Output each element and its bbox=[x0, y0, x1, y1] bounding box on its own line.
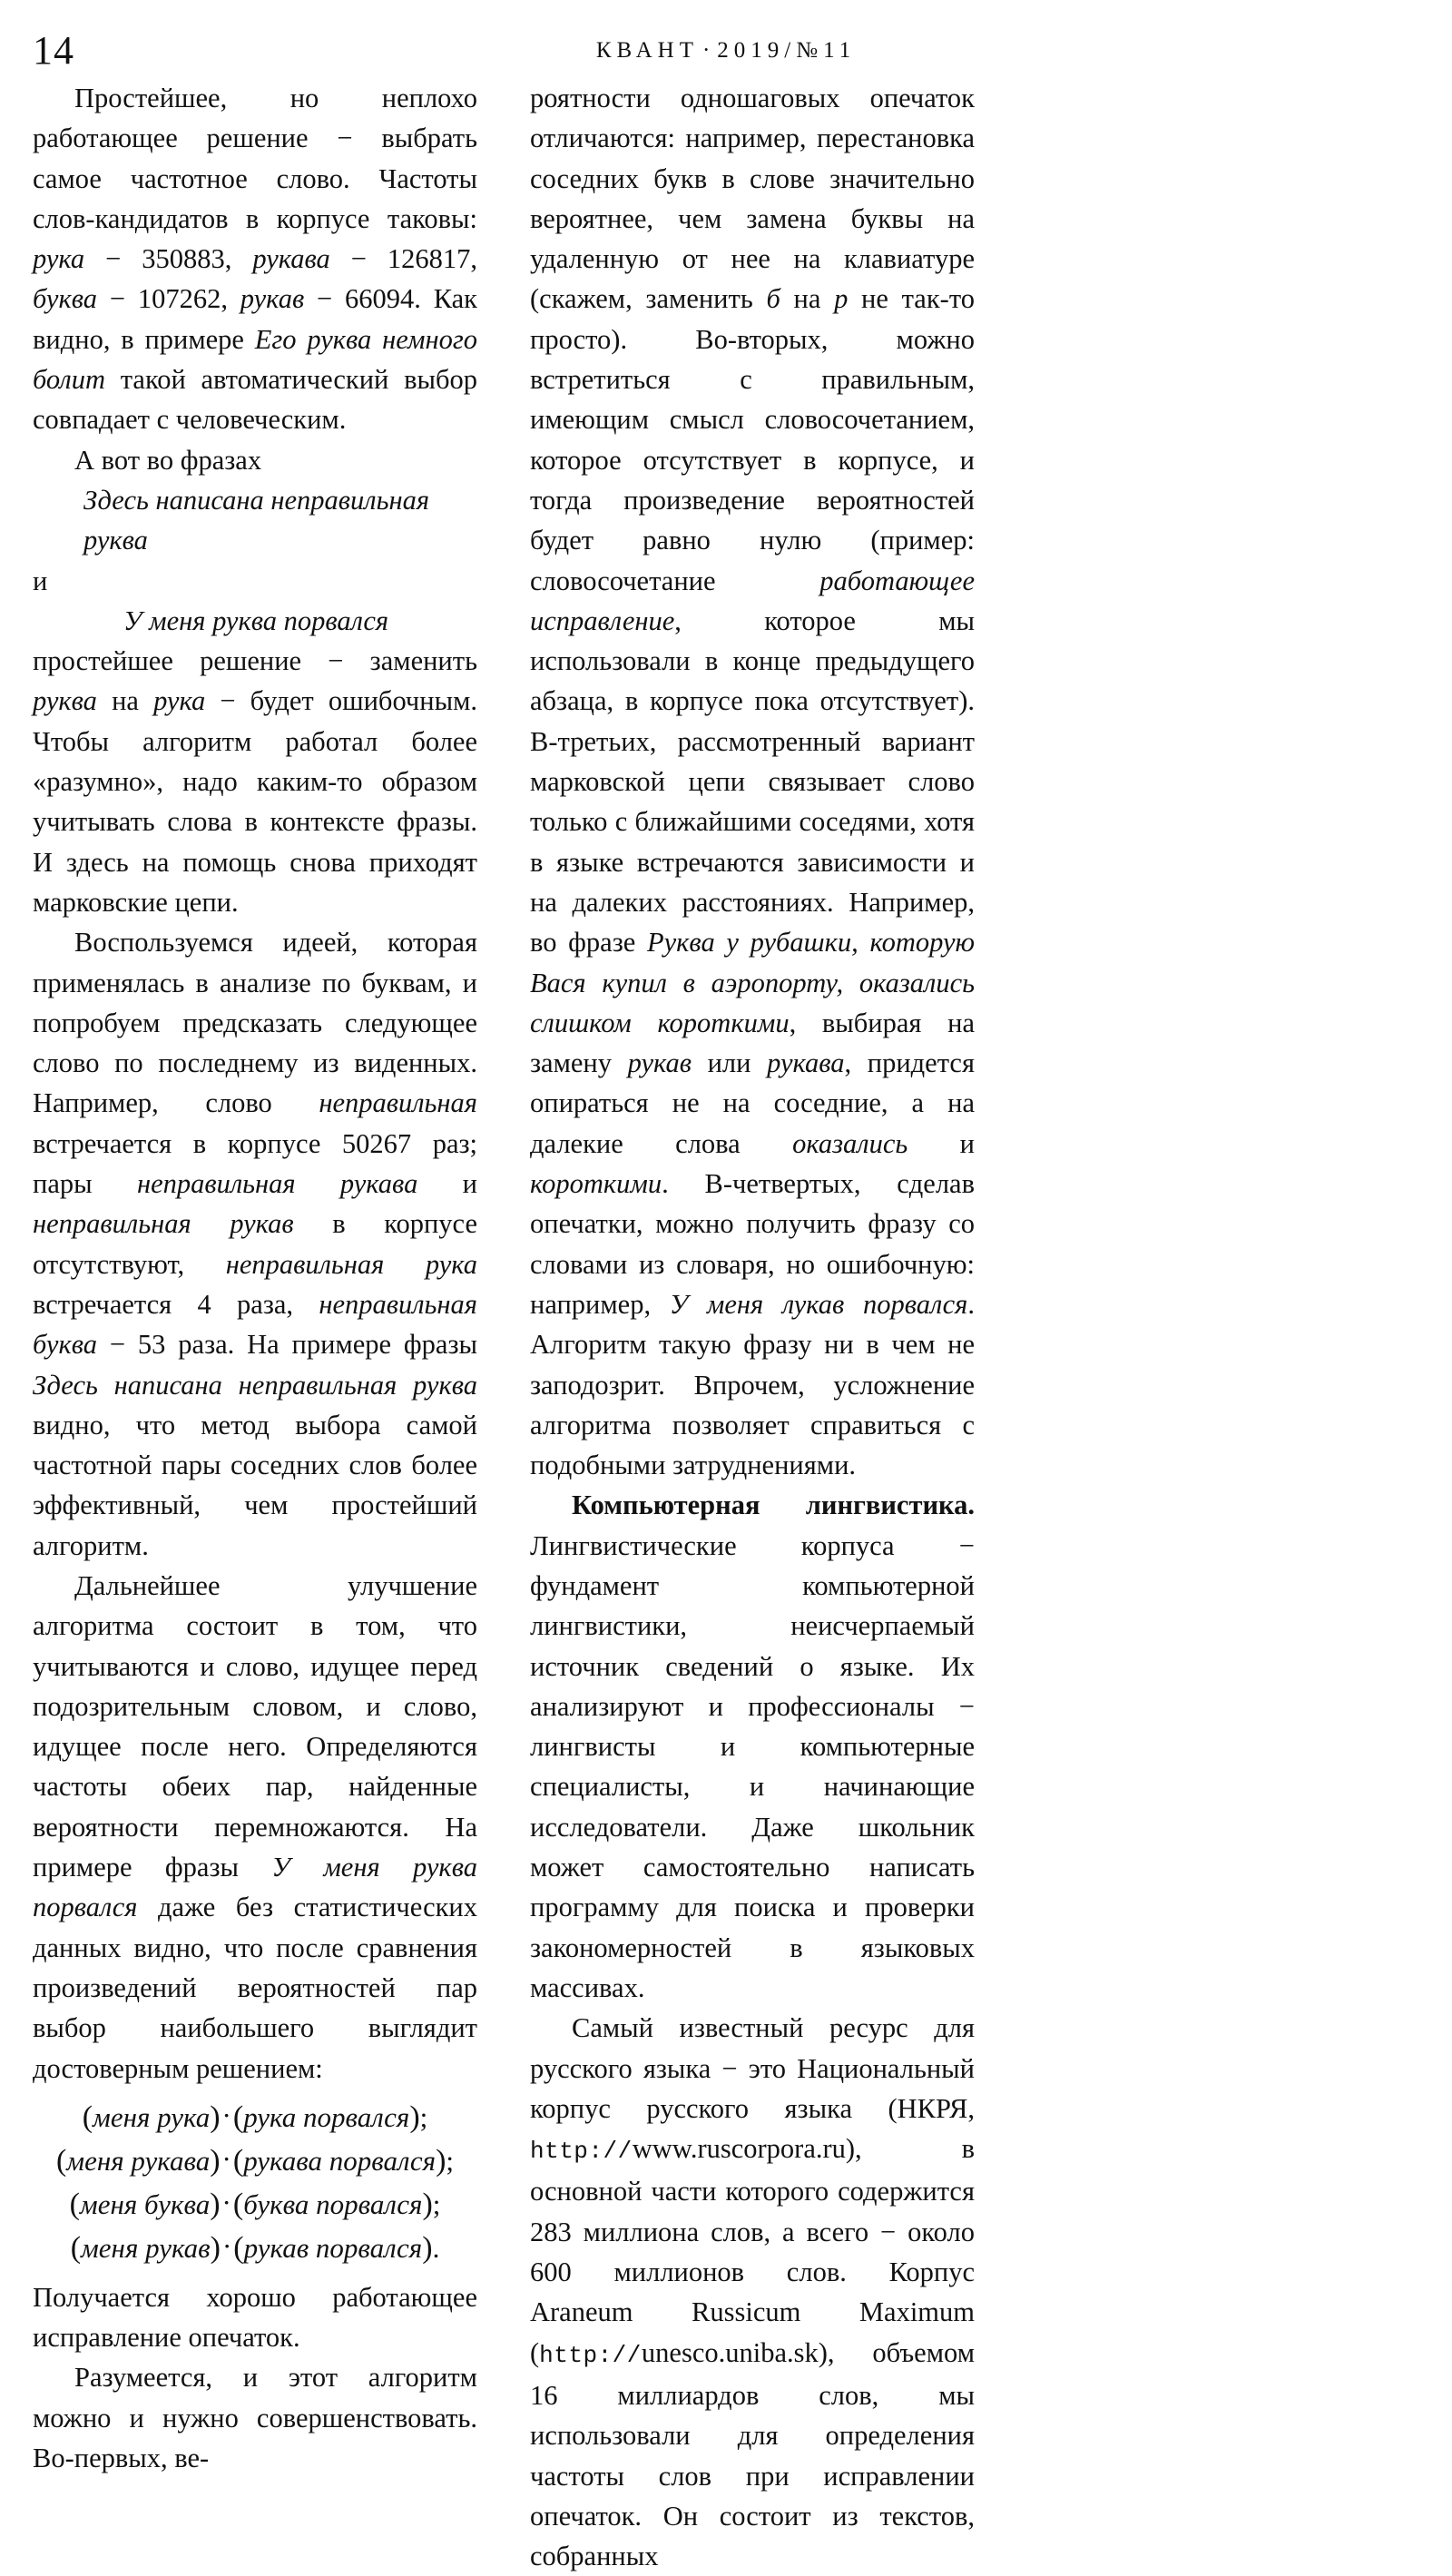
text-run: Дальнейшее улучшение алгоритма состоит в том, что учитываются и слово, идущее перед подозрительным словом, и слово, идущее после него. Определяются частоты обеих пар, найденные вероятности перемножаются. На примере фразы bbox=[33, 1569, 477, 1883]
text-run: встречается 4 раза, bbox=[33, 1288, 319, 1320]
emphasis-italic: У меня лукав порвался bbox=[669, 1288, 968, 1320]
paragraph bbox=[33, 440, 477, 480]
text-run: unesco.uniba.sk bbox=[641, 2336, 819, 2368]
text-run: , придется опираться не на соседние, а на далекие слова bbox=[530, 1047, 975, 1159]
text-run: Самый известный ресурс для русского языка − это Национальный корпус русского языка (НКРЯ, bbox=[530, 2012, 975, 2124]
text-run: − 53 раза. На примере фразы bbox=[97, 1329, 477, 1361]
journal-issue: 2019/№11 bbox=[717, 38, 857, 63]
emphasis-italic: рукав bbox=[240, 283, 305, 315]
paragraph bbox=[530, 2008, 975, 2576]
open-paren: ( bbox=[232, 2099, 244, 2134]
text-run: и bbox=[417, 1168, 477, 1200]
emphasis-italic: б bbox=[766, 283, 780, 315]
close-paren: ) bbox=[210, 2143, 221, 2178]
close-paren: ) bbox=[210, 2099, 221, 2134]
open-paren: ( bbox=[70, 2230, 82, 2265]
paragraph bbox=[33, 1566, 477, 2089]
formula-line bbox=[33, 2139, 477, 2183]
formula-punctuation: . bbox=[432, 2231, 440, 2264]
text-run: встречается в корпусе 50267 раз; пары bbox=[33, 1127, 477, 1200]
text-run: роятности одношаговых опечаток отличаются: например, перестановка соседних букв в слове значительно вероятнее, чем замена буквы на удаленную от нее на клавиатуре (скажем, заменить bbox=[530, 83, 975, 315]
text-run: ), объемом 16 миллиардов слов, мы использовали для определения частоты слов при исправлении опечаток. Он состоит из текстов, собранных bbox=[530, 2336, 975, 2572]
emphasis-italic: рукав bbox=[627, 1047, 692, 1079]
formula-left-term: меня рукава bbox=[66, 2144, 211, 2177]
close-paren: ) bbox=[422, 2187, 433, 2221]
text-run: Получается хорошо работающее исправление опечаток. bbox=[33, 2281, 477, 2354]
paragraph bbox=[33, 78, 477, 440]
spacer bbox=[33, 2270, 477, 2277]
multiplication-dot: · bbox=[221, 2229, 232, 2262]
text-run: и bbox=[908, 1127, 975, 1159]
display-quote-1: Здесь написана неправильная руква bbox=[83, 484, 430, 556]
multiplication-dot: · bbox=[221, 2186, 231, 2218]
text-run: − 66094. Как видно, в примере bbox=[33, 283, 477, 355]
text-run: , которое мы использовали в конце предыдущего абзаца, в корпусе пока отсутствует). В-третьих, рассмотренный вариант марковской цепи связывает слово только с ближайшими соседями, хотя в языке встречаются зависимости и на далеких расстояниях. Например, во фразе bbox=[530, 605, 975, 959]
journal-name: КВАНТ bbox=[595, 38, 699, 63]
text-run: Лингвистические корпуса − фундамент компьютерной лингвистики, неисчерпаемый источник сведений о языке. Их анализируют и профессионалы − лингвисты и компьютерные специалисты, и начинающие исследователи. Даже школьник может самостоятельно написать программу для поиска и проверки закономерностей в языковых массивах. bbox=[530, 1529, 975, 2003]
text-run: ), в основной части которого содержится 283 миллиона слов, а всего − около 600 миллионов слов. Корпус Araneum Russicum Maximum ( bbox=[530, 2133, 975, 2368]
emphasis-italic: неправильная буква bbox=[33, 1288, 477, 1361]
paragraph bbox=[33, 2277, 477, 2358]
text-run: не так-то просто). Во-вторых, можно встретиться с правильным, имеющим смысл словосочетанием, которое отсутствует в корпусе, и тогда произведение вероятностей будет равно нулю (пример: словосочетание bbox=[530, 283, 975, 596]
text-run: − 107262, bbox=[97, 283, 240, 315]
spacer bbox=[33, 2089, 477, 2096]
text-run: на bbox=[780, 283, 835, 315]
text-run: видно, что метод выбора самой частотной пары соседних слов более эффективный, чем простейший алгоритм. bbox=[33, 1409, 477, 1561]
paragraph bbox=[33, 2357, 477, 2478]
emphasis-italic: Руква у рубашки, которую Вася купил в аэропорту, оказались слишком короткими bbox=[530, 927, 976, 1038]
two-column-body bbox=[33, 78, 1419, 2572]
text-run: − будет ошибочным. Чтобы алгоритм работал более «разумно», надо каким-то образом учитывать слова в контексте фразы. И здесь на помощь снова приходят марковские цепи. bbox=[33, 685, 477, 918]
open-paren: ( bbox=[55, 2143, 67, 2178]
emphasis-italic: У меня руква порвался bbox=[33, 1852, 477, 1923]
text-run: даже без статистических данных видно, что после сравнения произведений вероятностей пар выбор наибольшего выглядит достоверным решением: bbox=[33, 1892, 477, 2084]
text-run: , выбирая на замену bbox=[530, 1007, 975, 1079]
formula-right-term: рукава порвался bbox=[243, 2144, 437, 2177]
conjunction-line: и bbox=[33, 565, 48, 596]
text-run: на bbox=[96, 685, 154, 717]
multiplication-dot: · bbox=[221, 2099, 231, 2131]
emphasis-italic: рука bbox=[33, 243, 85, 275]
paragraph bbox=[33, 641, 477, 922]
emphasis-italic: работающее исправление bbox=[530, 565, 975, 636]
url-mono-run: http:/ bbox=[539, 2341, 627, 2369]
open-paren: ( bbox=[232, 2143, 244, 2178]
close-paren: ) bbox=[409, 2099, 420, 2134]
url-mono-run: http:// bbox=[530, 2138, 633, 2166]
formula-punctuation: ; bbox=[446, 2144, 455, 2177]
close-paren: ) bbox=[210, 2187, 221, 2221]
emphasis-italic: рукава bbox=[252, 243, 330, 275]
open-paren: ( bbox=[233, 2230, 244, 2265]
emphasis-italic: неправильная рукава bbox=[136, 1168, 418, 1200]
running-head bbox=[0, 25, 1452, 76]
emphasis-italic: неправильная рукав bbox=[33, 1208, 294, 1240]
page-number: 14 bbox=[33, 28, 74, 73]
emphasis-italic: рука bbox=[153, 685, 206, 717]
formula-line bbox=[33, 2096, 477, 2139]
text-run: А вот во фразах bbox=[74, 444, 262, 476]
emphasis-italic: оказались bbox=[792, 1127, 908, 1159]
multiplication-dot: · bbox=[221, 2142, 231, 2175]
paragraph bbox=[530, 78, 975, 1485]
text-run: простейшее решение − заменить bbox=[33, 645, 477, 677]
journal-title-line bbox=[0, 29, 1452, 73]
text-run: www.ruscorpora.ru bbox=[632, 2133, 846, 2165]
text-run: Воспользуемся идеей, которая применялась в анализе по буквам, и попробуем предсказать следующее слово по последнему из виденных. Например, слово bbox=[33, 927, 477, 1119]
text-run: в корпусе отсутствуют, bbox=[33, 1208, 477, 1280]
paragraph bbox=[33, 922, 477, 1566]
formula-right-term: рукав порвался bbox=[243, 2231, 423, 2264]
formula-left-term: меня буква bbox=[79, 2188, 211, 2220]
emphasis-italic: буква bbox=[33, 283, 98, 315]
emphasis-italic: короткими bbox=[530, 1168, 662, 1200]
emphasis-italic: Его руква немного болит bbox=[33, 323, 477, 396]
header-separator: · bbox=[701, 38, 714, 63]
emphasis-italic: руква bbox=[33, 685, 97, 717]
text-run: . В-четвертых, сделав опечатки, можно получить фразу со словами из словаря, но ошибочную: например, bbox=[530, 1168, 975, 1320]
emphasis-italic: рукава bbox=[767, 1047, 845, 1079]
emphasis-italic: Здесь написана неправильная руква bbox=[33, 1369, 477, 1401]
right-column bbox=[530, 78, 975, 2576]
close-paren: ) bbox=[210, 2230, 221, 2265]
text-run: − 350883, bbox=[84, 243, 253, 275]
formula-left-term: меня рукав bbox=[81, 2231, 211, 2264]
formula-right-term: рука порвался bbox=[243, 2100, 410, 2133]
text-run: или bbox=[692, 1047, 768, 1079]
formula-right-term: буква порвался bbox=[243, 2188, 423, 2220]
formula-left-term: меня рука bbox=[93, 2100, 211, 2133]
text-run: Разумеется, и этот алгоритм можно и нужно совершенствовать. Во-первых, ве- bbox=[33, 2362, 477, 2474]
emphasis-italic: р bbox=[834, 283, 849, 315]
formula-line bbox=[33, 2183, 477, 2227]
formula-punctuation: ; bbox=[432, 2188, 441, 2220]
text-run: Простейшее, но неплохо работающее решение − выбрать самое частотное слово. Частоты слов-кандидатов в корпусе таковы: bbox=[33, 83, 477, 234]
formula-block bbox=[33, 2096, 477, 2270]
url-mono-run: / bbox=[626, 2341, 642, 2369]
text-run: − 126817, bbox=[329, 243, 478, 275]
section-heading-run: Компьютерная лингвистика. bbox=[572, 1490, 975, 1521]
open-paren: ( bbox=[69, 2187, 80, 2221]
text-run: . Алгоритм такую фразу ни в чем не заподозрит. Впрочем, усложнение алгоритма позволяет справиться с подобными затруднениями. bbox=[530, 1288, 975, 1481]
emphasis-italic: неправильная рука bbox=[225, 1248, 477, 1280]
display-quote-2: У меня руква порвался bbox=[123, 605, 389, 636]
close-paren: ) bbox=[422, 2230, 433, 2265]
open-paren: ( bbox=[82, 2099, 93, 2134]
text-run: такой автоматический выбор совпадает с человеческим. bbox=[33, 364, 477, 436]
emphasis-italic: неправильная bbox=[319, 1087, 477, 1119]
formula-line bbox=[33, 2227, 477, 2270]
left-column bbox=[33, 78, 477, 2478]
formula-punctuation: ; bbox=[419, 2100, 428, 2133]
paragraph-with-heading bbox=[530, 1485, 975, 2008]
close-paren: ) bbox=[436, 2143, 446, 2178]
open-paren: ( bbox=[232, 2187, 244, 2221]
